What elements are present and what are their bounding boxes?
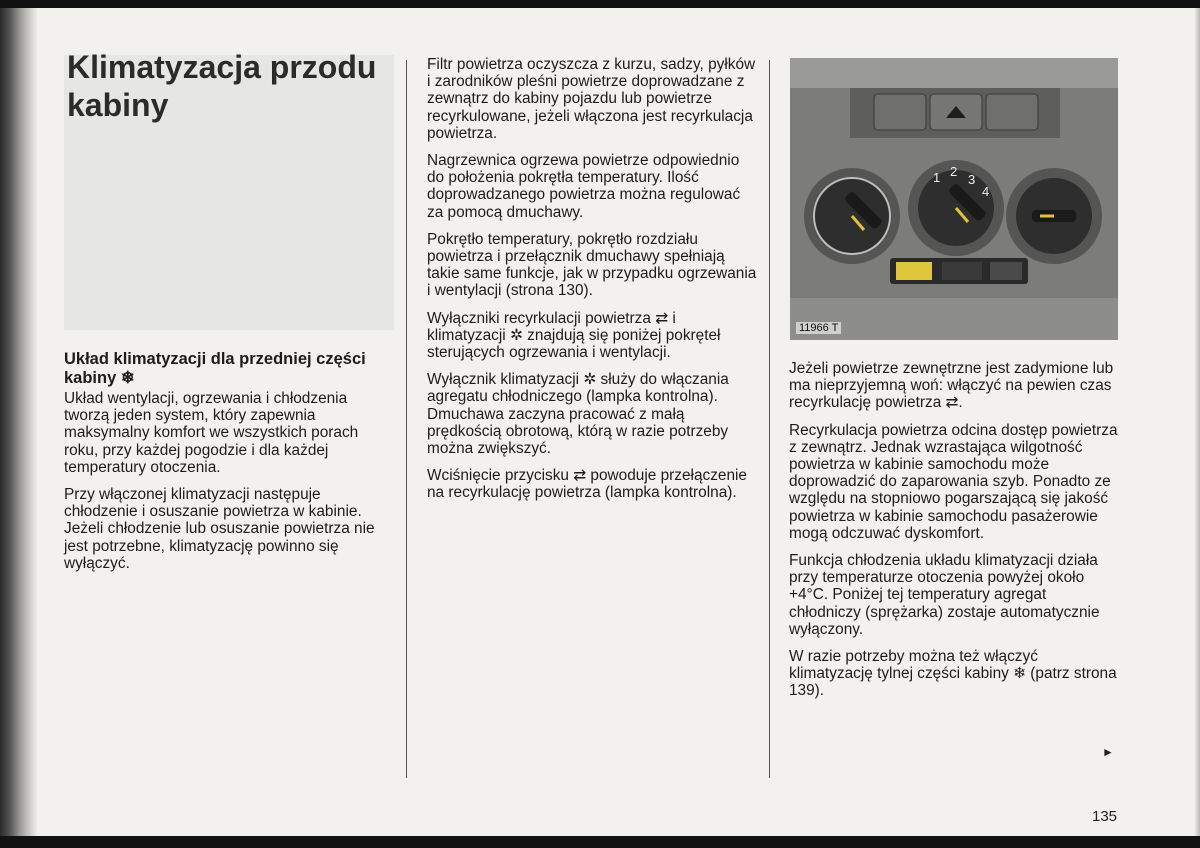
page-title: Klimatyzacja przodu kabiny (67, 49, 377, 123)
section-heading: Układ klimatyzacji dla przedniej części kabiny ❄ (64, 350, 366, 387)
scan-top-edge (0, 0, 1200, 8)
fan-speed-label-2: 2 (950, 164, 958, 179)
control-panel-illustration (790, 58, 1118, 340)
fan-speed-label-4: 4 (982, 184, 990, 199)
next-page-arrow-icon: ► (1102, 745, 1114, 759)
paragraph: Pokrętło temperatury, pokrętło rozdziału powietrza i przełącznik dmuchawy spełniają takie same funkcje, jak w przypadku ogrzewania i wentylacji (strona 130). (427, 230, 757, 300)
paragraph: Recyrkulacja powietrza odcina dostęp powietrza z zewnątrz. Jednak wzrastająca wilgotność powietrza w kabinie samochodu może doprowadzić do zaparowania szyb. Ponadto ze względu na stopniowo pogarszającą się jakość powietrza w kabinie samochodu pasażerowie mogą odczuwać dyskomfort. (789, 421, 1118, 542)
climate-control-photo (790, 58, 1118, 340)
left-column (64, 350, 394, 582)
paragraph: Filtr powietrza oczyszcza z kurzu, sadzy, pyłków i zarodników pleśni powietrze doprowadzane z zewnątrz do kabiny pojazdu lub powietrze recyrkulowane, jeżeli włączona jest recyrkulacja powietrza. (427, 56, 756, 142)
paragraph: Wciśnięcie przycisku ⇄ powoduje przełączenie na recyrkulację powietrza (lampka kontrolna). (427, 467, 747, 502)
book-binding-shadow (0, 8, 38, 836)
column-divider (769, 60, 770, 778)
figure-code: 11966 T (796, 322, 841, 334)
paragraph: Układ wentylacji, ogrzewania i chłodzenia tworzą jeden system, który zapewnia maksymalny komfort we wszystkich porach roku, przy każdej pogodzie i dla każdej temperatury otoczenia. (64, 390, 359, 476)
fan-speed-label-1: 1 (933, 170, 941, 185)
fan-speed-label-3: 3 (968, 172, 976, 187)
right-column (789, 360, 1119, 710)
paragraph: Nagrzewnica ogrzewa powietrze odpowiednio do położenia pokrętła temperatury. Ilość doprowadzanego powietrza można regulować za pomocą dmuchawy. (427, 152, 741, 221)
paragraph: Przy włączonej klimatyzacji następuje chłodzenie i osuszanie powietrza w kabinie. Jeżeli chłodzenie lub osuszanie powietrza nie jest potrzebne, klimatyzację powinno się wyłączyć. (64, 486, 375, 572)
column-divider (406, 60, 407, 778)
paragraph: W razie potrzeby można też włączyć klimatyzację tylnej części kabiny ❄ (patrz strona 139). (789, 648, 1117, 700)
paragraph: Wyłączniki recyrkulacji powietrza ⇄ i klimatyzacji ✲ znajdują się poniżej pokręteł sterujących ogrzewania i wentylacji. (427, 309, 721, 362)
paragraph: Wyłącznik klimatyzacji ✲ służy do włączania agregatu chłodniczego (lampka kontrolna). Dmuchawa zaczyna pracować z małą prędkością obrotową, którą w razie potrzeby można zwiększyć. (427, 371, 729, 458)
page-right-edge (1194, 8, 1200, 836)
paragraph: Jeżeli powietrze zewnętrzne jest zadymione lub ma nieprzyjemną woń: włączyć na pewien czas recyrkulację powietrza ⇄. (789, 360, 1114, 412)
scan-bottom-edge (0, 836, 1200, 848)
paragraph: Funkcja chłodzenia układu klimatyzacji działa przy temperaturze otoczenia powyżej około +4°C. Poniżej tej temperatury agregat chłodniczy (sprężarka) zostaje automatycznie wyłączony. (789, 552, 1100, 638)
page-number: 135 (1092, 808, 1118, 825)
middle-column (427, 56, 757, 512)
